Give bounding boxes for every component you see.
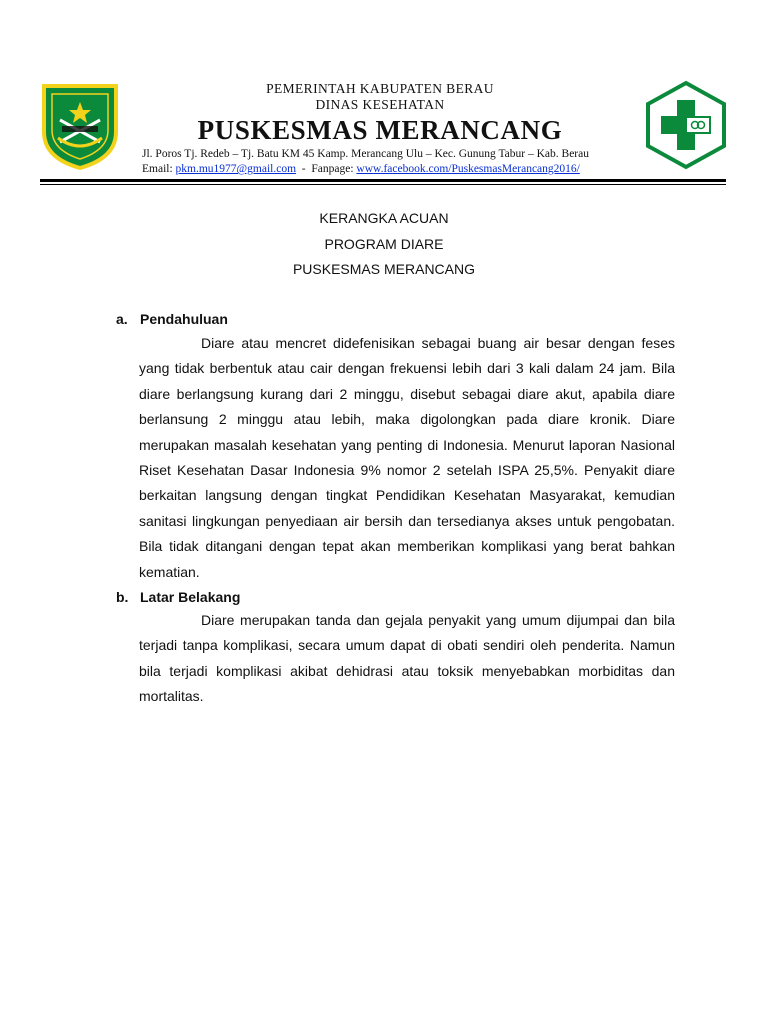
section-marker: b. [116, 589, 129, 605]
document-subtitle-institution: PUSKESMAS MERANCANG [292, 261, 476, 277]
contact-separator: - [301, 163, 306, 175]
section-body-text: Diare merupakan tanda dan gejala penyakit yang umum dijumpai dan bila terjadi tanpa komplikasi, secara umum dapat di obati sendiri oleh penderita. Namun bila terjadi komplikasi akibat dehidrasi atau toksik menyebabkan morbiditas dan mortalitas. [139, 612, 675, 705]
address: Jl. Poros Tj. Redeb – Tj. Batu KM 45 Kamp. Merancang Ulu – Kec. Gunung Tabur – Kab. Berau [142, 148, 589, 160]
section-heading-text: Pendahuluan [140, 311, 228, 327]
document-subtitle-program: PROGRAM DIARE [324, 236, 444, 252]
government-name: PEMERINTAH KABUPATEN BERAU [266, 81, 494, 96]
letterhead-divider-thin [40, 184, 726, 185]
institution-name: PUSKESMAS MERANCANG [197, 115, 563, 145]
contact-line [120, 162, 640, 176]
section-heading-pendahuluan [116, 311, 228, 327]
fanpage-link[interactable]: www.facebook.com/PuskesmasMerancang2016/ [356, 163, 580, 175]
department-name: DINAS KESEHATAN [315, 97, 445, 112]
letterhead [0, 0, 768, 190]
section-body-text: Diare atau mencret didefenisikan sebagai buang air besar dengan feses yang tidak berbentuk atau cair dengan frekuensi lebih dari 3 kali dalam 24 jam. Bila diare berlangsung kurang dari 2 minggu, disebut sebagai diare akut, apabila diare berlansung 2 minggu atau lebih, maka digolongkan pada diare kronik. Diare merupakan masalah kesehatan yang penting di Indonesia. Menurut laporan Nasional Riset Kesehatan Dasar Indonesia 9% nomor 2 setelah ISPA 25,5%. Penyakit diare berkaitan langsung dengan tingkat Pendidikan Kesehatan Masyarakat, kemudian sanitasi lingkungan penyediaan air bersih dan tersedianya akses untuk pengobatan. Bila tidak ditangani dengan tepat akan memberikan komplikasi yang berat bahkan kematian. [139, 335, 675, 580]
email-label: Email: [142, 163, 173, 175]
letterhead-divider [40, 179, 726, 182]
fanpage-label: Fanpage: [311, 163, 354, 175]
berau-regency-emblem-icon [40, 80, 120, 170]
puskesmas-logo-icon [642, 80, 730, 170]
section-marker: a. [116, 311, 128, 327]
email-link[interactable]: pkm.mu1977@gmail.com [175, 163, 297, 175]
section-heading-text: Latar Belakang [140, 589, 241, 605]
section-body-latar-belakang [139, 608, 675, 710]
section-heading-latar-belakang [116, 589, 240, 605]
letterhead-text [120, 80, 640, 176]
section-body-pendahuluan [139, 331, 675, 585]
document-title: KERANGKA ACUAN [319, 210, 449, 226]
